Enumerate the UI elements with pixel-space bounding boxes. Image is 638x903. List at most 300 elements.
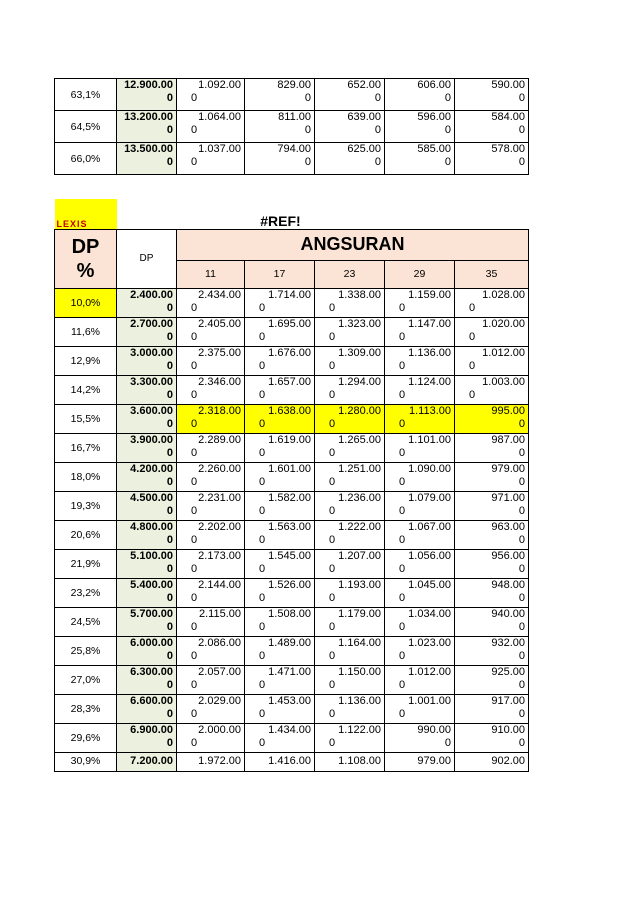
installment-amount: 1.003.00 (482, 375, 525, 388)
installment-amount: 1.338.00 (338, 288, 381, 301)
installment-amount: 2.000.00 (198, 723, 241, 736)
dp-amount-line: 0 (166, 678, 173, 691)
installment-cell (245, 520, 315, 549)
installment-cell (385, 111, 455, 143)
dp-amount-cell (117, 636, 177, 665)
installment-amount-tail: 0 (191, 388, 198, 401)
dp-amount-line: 0 (166, 707, 173, 720)
installment-cell (455, 375, 529, 404)
installment-amount-tail: 0 (329, 707, 336, 720)
dp-amount-cell (117, 317, 177, 346)
installment-cell (245, 636, 315, 665)
installment-amount: 1.545.00 (268, 549, 311, 562)
table-row (55, 549, 529, 578)
installment-amount-tail: 0 (259, 388, 266, 401)
installment-amount: 1.090.00 (408, 462, 451, 475)
installment-cell (315, 375, 385, 404)
installment-amount-tail: 0 (444, 124, 451, 136)
dp-amount-line: 6.600.00 (130, 694, 173, 707)
installment-cell (245, 433, 315, 462)
installment-cell (315, 578, 385, 607)
installment-amount-tail: 0 (399, 475, 406, 488)
installment-cell (315, 111, 385, 143)
installment-amount-tail: 0 (259, 446, 266, 459)
installment-cell (385, 549, 455, 578)
dp-amount-line: 0 (166, 736, 173, 749)
dp-amount-line: 0 (166, 92, 173, 104)
installment-cell (455, 607, 529, 636)
installment-amount-tail: 0 (259, 301, 266, 314)
installment-amount: 963.00 (491, 520, 525, 533)
table-row (55, 636, 529, 665)
installment-cell (245, 549, 315, 578)
installment-amount: 1.236.00 (338, 491, 381, 504)
dp-amount-cell (117, 404, 177, 433)
installment-amount-tail: 0 (329, 301, 336, 314)
installment-amount-tail: 0 (518, 446, 525, 459)
installment-amount: 1.136.00 (408, 346, 451, 359)
installment-amount: 1.676.00 (268, 346, 311, 359)
installment-cell (315, 317, 385, 346)
table-row (55, 375, 529, 404)
installment-amount: 639.00 (347, 111, 381, 123)
installment-amount-tail: 0 (191, 92, 198, 104)
installment-amount: 811.00 (278, 111, 311, 123)
installment-amount: 956.00 (491, 549, 525, 562)
dp-amount-line: 0 (166, 620, 173, 633)
installment-cell (177, 665, 245, 694)
installment-cell (385, 491, 455, 520)
installment-cell (177, 433, 245, 462)
dp-amount-line: 0 (166, 562, 173, 575)
percent-header-text: % (76, 259, 95, 282)
installment-amount: 1.471.00 (268, 665, 311, 678)
dp-amount-cell (117, 665, 177, 694)
dp-amount-line: 0 (166, 301, 173, 314)
installment-amount-tail: 0 (259, 620, 266, 633)
installment-cell (385, 462, 455, 491)
installment-amount: 578.00 (491, 143, 525, 155)
installment-cell (315, 520, 385, 549)
installment-amount-tail: 0 (191, 504, 198, 517)
installment-amount: 1.526.00 (268, 578, 311, 591)
installment-amount: 584.00 (491, 111, 525, 123)
installment-cell (315, 549, 385, 578)
table-row (55, 317, 529, 346)
installment-amount: 625.00 (347, 143, 381, 155)
installment-amount-tail: 0 (518, 620, 525, 633)
installment-amount-tail: 0 (399, 301, 406, 314)
dp-amount-line: 3.000.00 (130, 346, 173, 359)
dp-header-text: DP (71, 235, 100, 258)
installment-amount: 2.289.00 (198, 433, 241, 446)
installment-amount: 1.416.00 (268, 755, 311, 767)
installment-amount: 1.657.00 (268, 375, 311, 388)
installment-cell (177, 404, 245, 433)
installment-cell (455, 549, 529, 578)
installment-amount: 1.108.00 (338, 755, 381, 767)
dp-amount-line: 0 (166, 533, 173, 546)
installment-cell (455, 346, 529, 375)
dp-percent-cell: 30,9% (55, 752, 117, 771)
installment-amount: 2.057.00 (198, 665, 241, 678)
installment-cell (245, 723, 315, 752)
installment-amount-tail: 0 (469, 301, 476, 314)
installment-amount: 1.147.00 (408, 317, 451, 330)
installment-amount: 1.092.00 (198, 79, 241, 91)
dp-amount-line: 4.200.00 (130, 462, 173, 475)
installment-amount: 2.434.00 (198, 288, 241, 301)
installment-amount: 1.323.00 (338, 317, 381, 330)
installment-amount-tail: 0 (191, 417, 198, 430)
dp-amount-line: 2.400.00 (130, 288, 173, 301)
installment-amount-tail: 0 (191, 330, 198, 343)
installment-amount: 1.294.00 (338, 375, 381, 388)
installment-amount-tail: 0 (304, 156, 311, 168)
installment-cell (245, 607, 315, 636)
table-row (55, 79, 529, 111)
installment-cell (315, 694, 385, 723)
dp-amount-line: 0 (166, 591, 173, 604)
installment-amount-tail: 0 (374, 124, 381, 136)
tenor-23: 23 (315, 260, 385, 288)
installment-amount: 1.067.00 (408, 520, 451, 533)
installment-amount: 979.00 (491, 462, 525, 475)
dp-amount-cell (117, 549, 177, 578)
installment-amount-tail: 0 (191, 736, 198, 749)
installment-cell (385, 665, 455, 694)
installment-cell (385, 79, 455, 111)
installment-cell (385, 578, 455, 607)
installment-amount: 1.563.00 (268, 520, 311, 533)
table-row (55, 520, 529, 549)
angsuran-header: ANGSURAN (177, 229, 529, 260)
installment-amount-tail: 0 (191, 707, 198, 720)
main-angsuran-table (54, 199, 529, 772)
dp-amount-line: 2.700.00 (130, 317, 173, 330)
installment-amount: 1.508.00 (268, 607, 311, 620)
installment-cell (245, 143, 315, 175)
installment-amount-tail: 0 (259, 562, 266, 575)
top-table-body (55, 79, 529, 175)
installment-amount-tail: 0 (518, 156, 525, 168)
installment-amount: 1.124.00 (408, 375, 451, 388)
installment-amount-tail: 0 (399, 562, 406, 575)
installment-cell (177, 636, 245, 665)
dp-amount-cell (117, 143, 177, 175)
dp-amount-line: 6.900.00 (130, 723, 173, 736)
dp-percent-cell: 11,6% (55, 317, 117, 346)
installment-amount-tail: 0 (329, 330, 336, 343)
installment-amount: 2.346.00 (198, 375, 241, 388)
installment-amount: 2.086.00 (198, 636, 241, 649)
table-row (55, 111, 529, 143)
installment-amount: 948.00 (491, 578, 525, 591)
installment-amount-tail: 0 (399, 388, 406, 401)
installment-amount-tail: 0 (399, 591, 406, 604)
installment-amount: 2.231.00 (198, 491, 241, 504)
dp-percent-header (55, 229, 117, 288)
installment-cell (245, 694, 315, 723)
installment-amount: 2.202.00 (198, 520, 241, 533)
installment-amount: 1.280.00 (338, 404, 381, 417)
installment-amount-tail: 0 (469, 359, 476, 372)
installment-amount: 1.309.00 (338, 346, 381, 359)
table-row (55, 288, 529, 317)
installment-amount-tail: 0 (304, 92, 311, 104)
installment-cell (177, 491, 245, 520)
installment-cell (385, 433, 455, 462)
installment-amount: 2.318.00 (198, 404, 241, 417)
title-row (55, 199, 529, 229)
dp-amount-cell (117, 111, 177, 143)
installment-cell (385, 404, 455, 433)
dp-amount-cell (117, 79, 177, 111)
installment-amount-tail: 0 (259, 678, 266, 691)
installment-amount-tail: 0 (399, 446, 406, 459)
installment-cell (177, 317, 245, 346)
installment-cell (455, 288, 529, 317)
dp-amount-line: 0 (166, 475, 173, 488)
table-row (55, 723, 529, 752)
installment-amount-tail: 0 (518, 649, 525, 662)
installment-amount-tail: 0 (191, 475, 198, 488)
dp-amount-line: 0 (166, 330, 173, 343)
installment-cell (177, 607, 245, 636)
dp-amount-line: 0 (166, 359, 173, 372)
installment-amount: 1.079.00 (408, 491, 451, 504)
installment-amount: 1.020.00 (482, 317, 525, 330)
installment-cell (177, 288, 245, 317)
installment-cell (455, 694, 529, 723)
installment-amount-tail: 0 (259, 417, 266, 430)
installment-cell (177, 111, 245, 143)
installment-amount-tail: 0 (191, 649, 198, 662)
installment-cell (455, 636, 529, 665)
installment-cell (315, 462, 385, 491)
dp-amount-line: 12.900.00 (124, 79, 173, 91)
installment-amount: 1.972.00 (198, 755, 241, 767)
installment-cell (177, 723, 245, 752)
installment-amount-tail: 0 (329, 562, 336, 575)
blank-cell (117, 199, 177, 229)
dp-amount-line: 6.000.00 (130, 636, 173, 649)
installment-amount: 995.00 (491, 404, 525, 417)
dp-amount-line: 4.500.00 (130, 491, 173, 504)
table-row (55, 346, 529, 375)
installment-amount-tail: 0 (518, 504, 525, 517)
installment-amount: 1.207.00 (338, 549, 381, 562)
installment-amount-tail: 0 (374, 156, 381, 168)
installment-amount: 1.638.00 (268, 404, 311, 417)
installment-cell (177, 346, 245, 375)
installment-amount: 1.045.00 (408, 578, 451, 591)
installment-cell (455, 317, 529, 346)
installment-amount: 1.150.00 (338, 665, 381, 678)
dp-percent-cell: 10,0% (55, 288, 117, 317)
lexis-label: LEXIS (55, 199, 117, 229)
installment-amount: 2.144.00 (198, 578, 241, 591)
installment-cell (245, 346, 315, 375)
installment-amount-tail: 0 (259, 736, 266, 749)
installment-cell (385, 723, 455, 752)
table-row (55, 607, 529, 636)
tenor-29: 29 (385, 260, 455, 288)
installment-cell (315, 607, 385, 636)
installment-amount: 1.193.00 (338, 578, 381, 591)
installment-amount: 1.064.00 (198, 111, 241, 123)
installment-cell (177, 375, 245, 404)
dp-amount-line: 0 (166, 417, 173, 430)
installment-amount: 1.222.00 (338, 520, 381, 533)
installment-cell (245, 665, 315, 694)
installment-amount: 979.00 (417, 755, 451, 767)
installment-amount-tail: 0 (191, 124, 198, 136)
ref-error-label: #REF! (260, 212, 301, 229)
dp-percent-cell: 19,3% (55, 491, 117, 520)
installment-cell (177, 694, 245, 723)
installment-amount-tail: 0 (329, 388, 336, 401)
installment-cell (315, 79, 385, 111)
installment-cell (455, 433, 529, 462)
installment-cell (455, 578, 529, 607)
header-row-1 (55, 229, 529, 260)
dp-percent-cell: 12,9% (55, 346, 117, 375)
dp-amount-line: 13.200.00 (124, 111, 173, 123)
installment-amount-tail: 0 (329, 417, 336, 430)
installment-cell (385, 375, 455, 404)
table-row (55, 404, 529, 433)
installment-amount-tail: 0 (518, 678, 525, 691)
installment-amount-tail: 0 (304, 124, 311, 136)
installment-amount: 1.159.00 (408, 288, 451, 301)
installment-cell (245, 111, 315, 143)
installment-cell (245, 578, 315, 607)
installment-amount-tail: 0 (518, 533, 525, 546)
dp-percent-cell: 25,8% (55, 636, 117, 665)
installment-cell (245, 288, 315, 317)
installment-amount-tail: 0 (469, 330, 476, 343)
installment-cell (385, 317, 455, 346)
installment-cell (385, 636, 455, 665)
installment-cell (245, 404, 315, 433)
installment-amount: 1.012.00 (482, 346, 525, 359)
dp-amount-line: 0 (166, 504, 173, 517)
dp-amount-line: 7.200.00 (130, 755, 173, 767)
installment-cell (315, 404, 385, 433)
installment-amount-tail: 0 (329, 475, 336, 488)
installment-amount-tail: 0 (518, 562, 525, 575)
installment-amount-tail: 0 (399, 359, 406, 372)
table-row (55, 694, 529, 723)
installment-amount: 590.00 (491, 79, 525, 91)
installment-amount-tail: 0 (444, 736, 451, 749)
dp-percent-cell: 16,7% (55, 433, 117, 462)
installment-amount: 1.265.00 (338, 433, 381, 446)
installment-cell (315, 723, 385, 752)
dp-percent-cell: 23,2% (55, 578, 117, 607)
installment-amount-tail: 0 (191, 678, 198, 691)
dp-amount-line: 3.900.00 (130, 433, 173, 446)
dp-amount-line: 6.300.00 (130, 665, 173, 678)
dp-amount-cell (117, 607, 177, 636)
installment-amount-tail: 0 (191, 359, 198, 372)
dp-amount-line: 3.300.00 (130, 375, 173, 388)
installment-amount-tail: 0 (518, 736, 525, 749)
installment-amount-tail: 0 (469, 388, 476, 401)
dp-amount-cell (117, 433, 177, 462)
table-row (55, 665, 529, 694)
installment-amount: 2.375.00 (198, 346, 241, 359)
installment-cell (315, 288, 385, 317)
installment-amount-tail: 0 (518, 124, 525, 136)
installment-cell (455, 79, 529, 111)
installment-cell (455, 665, 529, 694)
installment-amount: 932.00 (491, 636, 525, 649)
installment-amount-tail: 0 (259, 504, 266, 517)
installment-amount-tail: 0 (518, 417, 525, 430)
dp-percent-cell: 21,9% (55, 549, 117, 578)
installment-cell (245, 79, 315, 111)
installment-amount-tail: 0 (191, 533, 198, 546)
installment-amount: 1.453.00 (268, 694, 311, 707)
installment-amount: 940.00 (491, 607, 525, 620)
installment-cell (455, 491, 529, 520)
installment-amount-tail: 0 (191, 301, 198, 314)
installment-amount-tail: 0 (329, 591, 336, 604)
installment-amount: 971.00 (491, 491, 525, 504)
installment-amount-tail: 0 (399, 330, 406, 343)
dp-amount-line: 0 (166, 446, 173, 459)
table-row (55, 752, 529, 771)
table-row (55, 578, 529, 607)
installment-cell (385, 752, 455, 771)
top-angsuran-table (54, 78, 529, 175)
dp-amount-line: 0 (166, 649, 173, 662)
installment-cell (177, 549, 245, 578)
installment-amount-tail: 0 (329, 533, 336, 546)
dp-amount-cell (117, 520, 177, 549)
installment-cell (315, 665, 385, 694)
installment-amount-tail: 0 (329, 504, 336, 517)
dp-amount-line: 13.500.00 (124, 143, 173, 155)
installment-cell (245, 462, 315, 491)
dp-amount-line: 0 (166, 388, 173, 401)
dp-amount-line: 3.600.00 (130, 404, 173, 417)
dp-percent-cell: 29,6% (55, 723, 117, 752)
installment-amount: 1.164.00 (338, 636, 381, 649)
installment-cell (315, 491, 385, 520)
installment-amount: 1.601.00 (268, 462, 311, 475)
installment-cell (315, 143, 385, 175)
dp-percent-cell: 15,5% (55, 404, 117, 433)
installment-amount: 1.056.00 (408, 549, 451, 562)
installment-cell (177, 143, 245, 175)
installment-amount: 2.173.00 (198, 549, 241, 562)
installment-cell (177, 752, 245, 771)
dp-amount-cell (117, 491, 177, 520)
installment-amount: 652.00 (347, 79, 381, 91)
installment-amount: 1.122.00 (338, 723, 381, 736)
installment-amount-tail: 0 (329, 620, 336, 633)
installment-amount-tail: 0 (259, 330, 266, 343)
table-row (55, 433, 529, 462)
installment-amount-tail: 0 (329, 359, 336, 372)
installment-cell (455, 111, 529, 143)
table-row (55, 491, 529, 520)
dp-percent-cell: 18,0% (55, 462, 117, 491)
installment-amount: 1.113.00 (408, 404, 451, 417)
